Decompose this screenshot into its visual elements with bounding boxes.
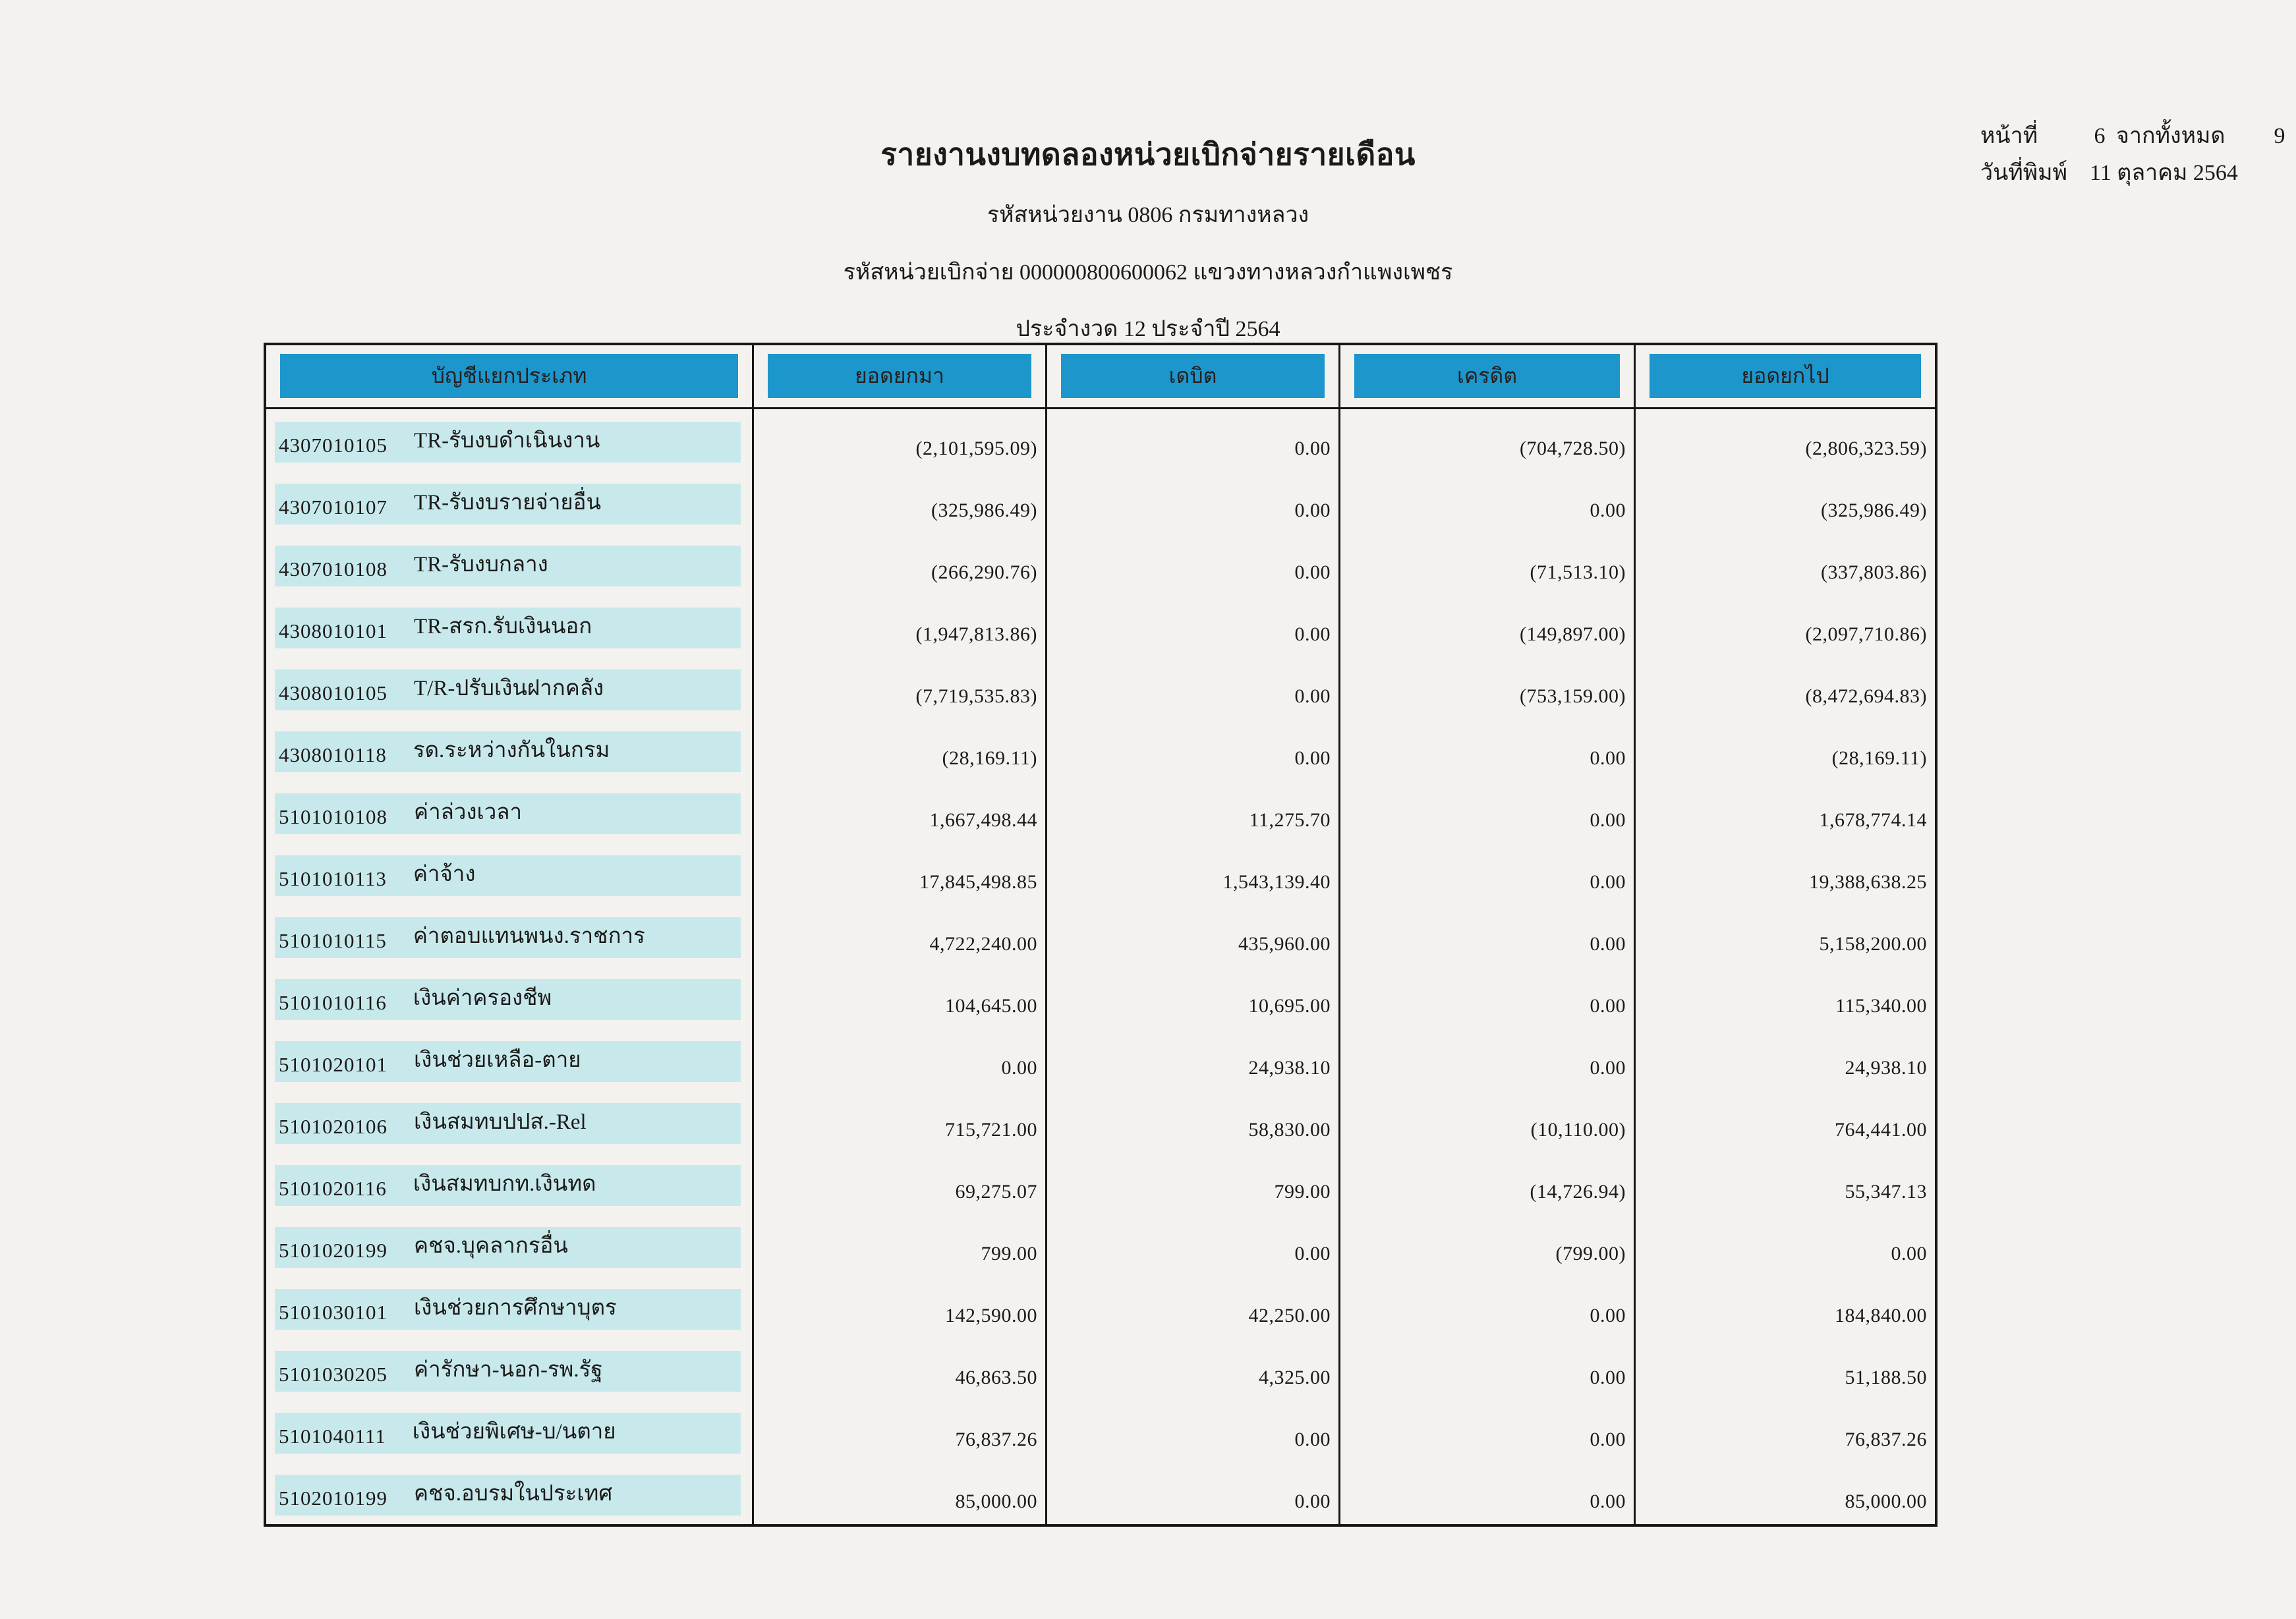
page-number-value: 6	[2094, 124, 2106, 148]
header-cell-credit	[1340, 345, 1636, 407]
amount-carried-forward: 24,938.10	[1845, 1057, 1927, 1079]
account-cell	[266, 967, 754, 1029]
account-code: 4307010107	[279, 496, 387, 519]
amount-debit: 4,325.00	[1047, 1338, 1340, 1400]
amount-debit: 0.00	[1047, 1400, 1340, 1462]
account-code: 5102010199	[279, 1487, 387, 1510]
account-cell	[266, 1091, 754, 1152]
account-name: เงินสมทบกท.เงินทด	[413, 1172, 596, 1196]
account-highlight-bar	[275, 422, 741, 463]
table-row	[266, 1462, 1935, 1524]
amount-carried-forward: 19,388,638.25	[1809, 871, 1927, 893]
account-cell	[266, 719, 754, 781]
amount-debit: 24,938.10	[1047, 1029, 1340, 1091]
amount-brought-forward: (1,947,813.86)	[754, 595, 1047, 657]
account-code: 5101010113	[279, 867, 387, 890]
header-bar-account: บัญชีแยกประเภท	[280, 354, 738, 398]
account-name: TR-รับงบรายจ่ายอื่น	[414, 491, 602, 515]
account-highlight-bar	[275, 855, 741, 896]
table-row	[266, 533, 1935, 595]
print-date-value: 11 ตุลาคม 2564	[2090, 161, 2238, 185]
account-name: TR-รับงบกลาง	[414, 553, 548, 577]
amount-carried-forward: (325,986.49)	[1821, 499, 1927, 521]
account-cell	[266, 1214, 754, 1276]
amount-debit: 58,830.00	[1047, 1091, 1340, 1152]
amount-credit: 0.00	[1340, 1400, 1636, 1462]
amount-brought-forward: 799.00	[754, 1214, 1047, 1276]
account-code: 5101020199	[279, 1239, 387, 1262]
amount-brought-forward: 1,667,498.44	[754, 781, 1047, 843]
table-row	[266, 409, 1935, 471]
amount-brought-forward: 0.00	[754, 1029, 1047, 1091]
account-highlight-bar	[275, 608, 741, 648]
amount-credit: (799.00)	[1340, 1214, 1636, 1276]
amount-debit: 42,250.00	[1047, 1276, 1340, 1338]
amount-brought-forward: 4,722,240.00	[754, 905, 1047, 967]
account-highlight-bar	[275, 1289, 741, 1330]
amount-debit: 10,695.00	[1047, 967, 1340, 1029]
account-code: 5101020106	[279, 1115, 387, 1138]
account-code: 4308010118	[279, 743, 387, 766]
table-row	[266, 657, 1935, 719]
account-name: ค่ารักษา-นอก-รพ.รัฐ	[414, 1358, 603, 1382]
print-date-row	[1980, 162, 2285, 185]
amount-carried-forward: 55,347.13	[1845, 1181, 1927, 1203]
account-cell	[266, 1462, 754, 1524]
report-title: รายงานงบทดลองหน่วยเบิกจ่ายรายเดือน	[880, 138, 1416, 171]
amount-carried-forward: 5,158,200.00	[1819, 933, 1927, 955]
header-cell-carried-forward	[1636, 345, 1935, 407]
page-info-block	[1980, 125, 2285, 185]
table-row	[266, 843, 1935, 905]
account-name: เงินช่วยพิเศษ-บ/นตาย	[412, 1420, 616, 1444]
amount-debit: 0.00	[1047, 719, 1340, 781]
account-cell	[266, 1152, 754, 1214]
amount-carried-forward: (8,472,694.83)	[1805, 685, 1927, 707]
amount-brought-forward: (2,101,595.09)	[754, 409, 1047, 471]
account-cell	[266, 1400, 754, 1462]
account-highlight-bar	[275, 546, 741, 586]
account-highlight-bar	[275, 1165, 741, 1206]
amount-debit: 799.00	[1047, 1152, 1340, 1214]
amount-carried-forward: 85,000.00	[1845, 1491, 1927, 1512]
amount-brought-forward: 76,837.26	[754, 1400, 1047, 1462]
amount-credit: (14,726.94)	[1340, 1152, 1636, 1214]
amount-carried-forward: 184,840.00	[1835, 1305, 1927, 1326]
account-cell	[266, 1276, 754, 1338]
account-highlight-bar	[275, 793, 741, 834]
account-code: 5101010108	[279, 805, 387, 828]
header-bar-brought-forward: ยอดยกมา	[768, 354, 1031, 398]
amount-debit: 0.00	[1047, 533, 1340, 595]
table-row	[266, 719, 1935, 781]
amount-credit: 0.00	[1340, 781, 1636, 843]
report-disbursement-unit-line: รหัสหน่วยเบิกจ่าย 000000800600062 แขวงทางหลวงกำแพงเพชร	[843, 260, 1453, 285]
table-row	[266, 1338, 1935, 1400]
amount-carried-forward: (2,806,323.59)	[1805, 438, 1927, 459]
account-cell	[266, 533, 754, 595]
account-cell	[266, 781, 754, 843]
table-header-row	[266, 345, 1935, 409]
account-code: 5101030205	[279, 1363, 387, 1386]
account-code: 4308010101	[279, 619, 387, 642]
account-cell	[266, 1029, 754, 1091]
account-name: เงินช่วยเหลือ-ตาย	[414, 1048, 581, 1072]
amount-credit: (149,897.00)	[1340, 595, 1636, 657]
account-cell	[266, 1338, 754, 1400]
account-name: ค่าจ้าง	[413, 863, 476, 886]
amount-carried-forward: (28,169.11)	[1831, 747, 1927, 769]
account-cell	[266, 409, 754, 471]
account-highlight-bar	[275, 1351, 741, 1392]
amount-brought-forward: 142,590.00	[754, 1276, 1047, 1338]
account-name: เงินค่าครองชีพ	[413, 986, 552, 1010]
table-row	[266, 1152, 1935, 1214]
table-row	[266, 1276, 1935, 1338]
amount-credit: 0.00	[1340, 905, 1636, 967]
account-highlight-bar	[275, 917, 741, 958]
total-pages-label: จากทั้งหมด	[2116, 124, 2225, 148]
amount-credit: (10,110.00)	[1340, 1091, 1636, 1152]
table-row	[266, 471, 1935, 533]
table-row	[266, 1214, 1935, 1276]
table-row	[266, 905, 1935, 967]
amount-credit: 0.00	[1340, 1029, 1636, 1091]
amount-brought-forward: 46,863.50	[754, 1338, 1047, 1400]
amount-credit: 0.00	[1340, 719, 1636, 781]
amount-carried-forward: 115,340.00	[1835, 995, 1927, 1017]
table-row	[266, 1091, 1935, 1152]
account-highlight-bar	[275, 1413, 741, 1454]
amount-carried-forward: (337,803.86)	[1821, 561, 1927, 583]
account-code: 4308010105	[279, 681, 387, 704]
amount-brought-forward: (28,169.11)	[754, 719, 1047, 781]
amount-credit: 0.00	[1340, 843, 1636, 905]
account-name: รด.ระหว่างกันในกรม	[413, 739, 610, 762]
account-code: 5101040111	[279, 1425, 386, 1448]
account-highlight-bar	[275, 484, 741, 525]
account-highlight-bar	[275, 1103, 741, 1144]
total-pages-value: 9	[2274, 124, 2285, 148]
trial-balance-table	[264, 343, 1937, 1527]
account-code: 4307010105	[279, 434, 387, 457]
amount-credit: (704,728.50)	[1340, 409, 1636, 471]
amount-credit: 0.00	[1340, 1462, 1636, 1524]
amount-brought-forward: 104,645.00	[754, 967, 1047, 1029]
amount-credit: (753,159.00)	[1340, 657, 1636, 719]
account-name: คชจ.บุคลากรอื่น	[414, 1234, 568, 1258]
account-name: TR-สรก.รับเงินนอก	[414, 615, 592, 639]
account-name: ค่าตอบแทนพนง.ราชการ	[413, 924, 645, 948]
amount-credit: 0.00	[1340, 1338, 1636, 1400]
amount-debit: 11,275.70	[1047, 781, 1340, 843]
header-bar-carried-forward: ยอดยกไป	[1650, 354, 1921, 398]
amount-debit: 0.00	[1047, 1214, 1340, 1276]
account-cell	[266, 657, 754, 719]
account-cell	[266, 843, 754, 905]
account-name: เงินสมทบปปส.-Rel	[414, 1110, 587, 1134]
account-cell	[266, 905, 754, 967]
account-code: 5101030101	[279, 1301, 387, 1324]
table-row	[266, 595, 1935, 657]
amount-brought-forward: 85,000.00	[754, 1462, 1047, 1524]
account-code: 5101020116	[279, 1177, 387, 1200]
amount-carried-forward: 76,837.26	[1845, 1429, 1927, 1450]
account-highlight-bar	[275, 669, 741, 710]
amount-debit: 1,543,139.40	[1047, 843, 1340, 905]
table-body	[266, 409, 1935, 1524]
amount-carried-forward: 0.00	[1891, 1243, 1927, 1264]
amount-credit: 0.00	[1340, 1276, 1636, 1338]
account-code: 4307010108	[279, 557, 387, 581]
header-cell-account	[266, 345, 754, 407]
amount-debit: 0.00	[1047, 657, 1340, 719]
amount-debit: 435,960.00	[1047, 905, 1340, 967]
amount-carried-forward: 764,441.00	[1835, 1119, 1927, 1141]
account-highlight-bar	[275, 731, 741, 772]
amount-debit: 0.00	[1047, 595, 1340, 657]
header-bar-credit: เครดิต	[1354, 354, 1620, 398]
account-code: 5101020101	[279, 1053, 387, 1076]
header-cell-debit	[1047, 345, 1340, 407]
amount-credit: (71,513.10)	[1340, 533, 1636, 595]
report-period-line: ประจำงวด 12 ประจำปี 2564	[1016, 317, 1280, 341]
table-row	[266, 1029, 1935, 1091]
amount-credit: 0.00	[1340, 967, 1636, 1029]
amount-brought-forward: (7,719,535.83)	[754, 657, 1047, 719]
amount-brought-forward: (325,986.49)	[754, 471, 1047, 533]
report-header	[0, 130, 2296, 346]
amount-brought-forward: 69,275.07	[754, 1152, 1047, 1214]
table-row	[266, 781, 1935, 843]
amount-debit: 0.00	[1047, 409, 1340, 471]
table-row	[266, 1400, 1935, 1462]
account-cell	[266, 471, 754, 533]
page-number-row	[1980, 125, 2285, 148]
account-name: ค่าล่วงเวลา	[414, 801, 523, 824]
amount-debit: 0.00	[1047, 471, 1340, 533]
account-name: T/R-ปรับเงินฝากคลัง	[414, 677, 604, 700]
account-highlight-bar	[275, 1475, 741, 1516]
amount-brought-forward: 17,845,498.85	[754, 843, 1047, 905]
account-cell	[266, 595, 754, 657]
header-cell-brought-forward	[754, 345, 1047, 407]
amount-carried-forward: 1,678,774.14	[1819, 809, 1927, 831]
report-agency-line: รหัสหน่วยงาน 0806 กรมทางหลวง	[987, 203, 1309, 227]
print-date-label: วันที่พิมพ์	[1980, 161, 2067, 185]
header-bar-debit: เดบิต	[1061, 354, 1325, 398]
amount-carried-forward: (2,097,710.86)	[1805, 623, 1927, 645]
table-row	[266, 967, 1935, 1029]
amount-credit: 0.00	[1340, 471, 1636, 533]
account-name: คชจ.อบรมในประเทศ	[414, 1482, 613, 1506]
amount-brought-forward: 715,721.00	[754, 1091, 1047, 1152]
account-code: 5101010115	[279, 929, 387, 952]
account-highlight-bar	[275, 1041, 741, 1082]
amount-debit: 0.00	[1047, 1462, 1340, 1524]
account-name: เงินช่วยการศึกษาบุตร	[414, 1296, 617, 1320]
page-number-label: หน้าที่	[1980, 124, 2038, 148]
amount-brought-forward: (266,290.76)	[754, 533, 1047, 595]
account-highlight-bar	[275, 979, 741, 1020]
account-highlight-bar	[275, 1227, 741, 1268]
account-name: TR-รับงบดำเนินงาน	[414, 429, 600, 453]
account-code: 5101010116	[279, 991, 387, 1014]
amount-carried-forward: 51,188.50	[1845, 1367, 1927, 1388]
